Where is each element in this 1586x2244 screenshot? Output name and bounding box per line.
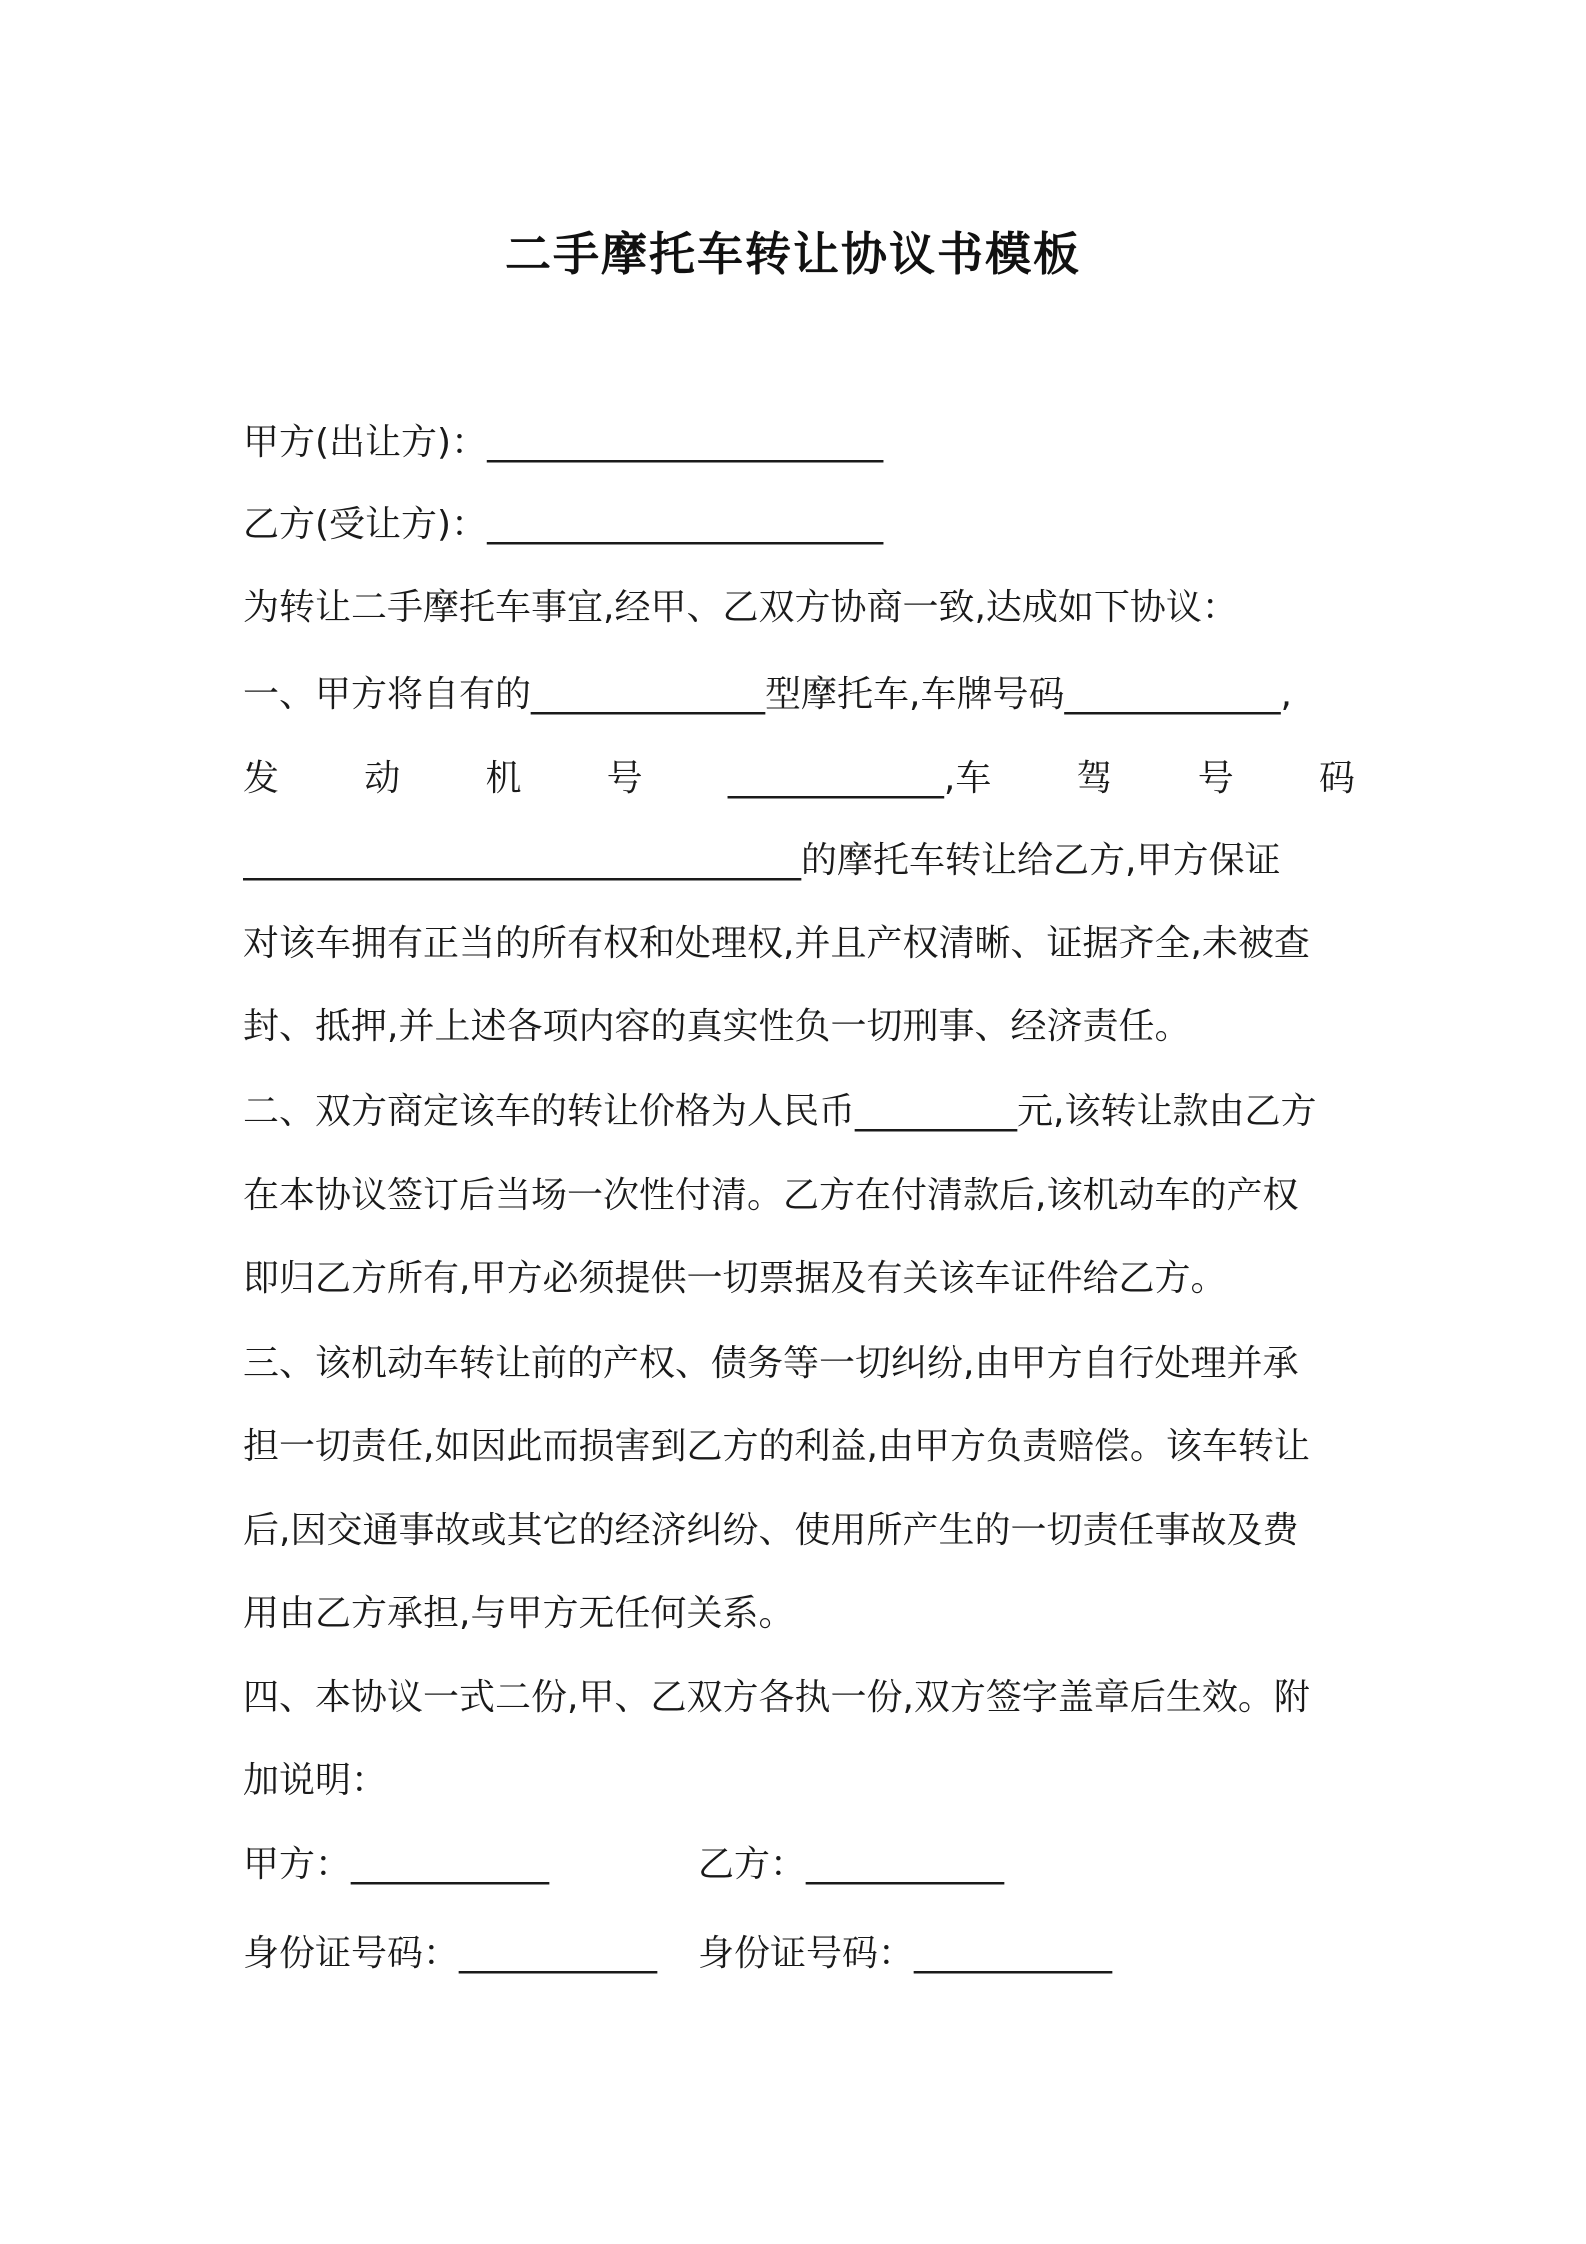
document-title: 二手摩托车转让协议书模板	[505, 227, 1081, 281]
clause-1-line-2	[243, 754, 1355, 804]
engine-word: 动	[364, 758, 401, 799]
party-a-id-number: 身份证号码：___________	[243, 1933, 658, 1974]
clause-2-line-2: 在本协议签订后当场一次性付清。乙方在付清款后,该机动车的产权	[243, 1175, 1299, 1216]
party-b-id-number: 身份证号码：___________	[698, 1933, 1113, 1974]
engine-word: 驾	[1076, 758, 1113, 799]
party-b-signature: 乙方：___________	[698, 1844, 1005, 1885]
party-a-line: 甲方(出让方)：______________________	[243, 422, 884, 463]
engine-word: 码	[1318, 758, 1355, 799]
clause-1-line-5: 封、抵押,并上述各项内容的真实性负一切刑事、经济责任。	[243, 1006, 1191, 1047]
clause-4-line-2: 加说明：	[243, 1760, 388, 1801]
clause-1-line-3: _______________________________的摩托车转让给乙方,甲方保证	[243, 840, 1281, 881]
clause-2-line-1: 二、双方商定该车的转让价格为人民币_________元,该转让款由乙方	[243, 1091, 1317, 1132]
preamble: 为转让二手摩托车事宜,经甲、乙双方协商一致,达成如下协议：	[243, 587, 1238, 628]
engine-word: 机	[485, 758, 522, 799]
engine-word: 号	[606, 758, 643, 799]
engine-blank: ____________,车	[727, 758, 992, 799]
clause-3-line-3: 后,因交通事故或其它的经济纠纷、使用所产生的一切责任事故及费	[243, 1510, 1299, 1551]
clause-3-line-4: 用由乙方承担,与甲方无任何关系。	[243, 1593, 795, 1634]
clause-3-line-1: 三、该机动车转让前的产权、债务等一切纠纷,由甲方自行处理并承	[243, 1343, 1299, 1384]
clause-2-line-3: 即归乙方所有,甲方必须提供一切票据及有关该车证件给乙方。	[243, 1258, 1227, 1299]
clause-1-line-4: 对该车拥有正当的所有权和处理权,并且产权清晰、证据齐全,未被查	[243, 923, 1310, 964]
engine-word: 发	[243, 758, 280, 799]
party-b-line: 乙方(受让方)：______________________	[243, 504, 884, 545]
clause-4-line-1: 四、本协议一式二份,甲、乙双方各执一份,双方签字盖章后生效。附	[243, 1677, 1310, 1718]
clause-3-line-2: 担一切责任,如因此而损害到乙方的利益,由甲方负责赔偿。该车转让	[243, 1426, 1310, 1467]
clause-1-line-1: 一、甲方将自有的_____________型摩托车,车牌号码____________,	[243, 674, 1292, 715]
party-a-signature: 甲方：___________	[243, 1844, 550, 1885]
engine-word: 号	[1197, 758, 1234, 799]
